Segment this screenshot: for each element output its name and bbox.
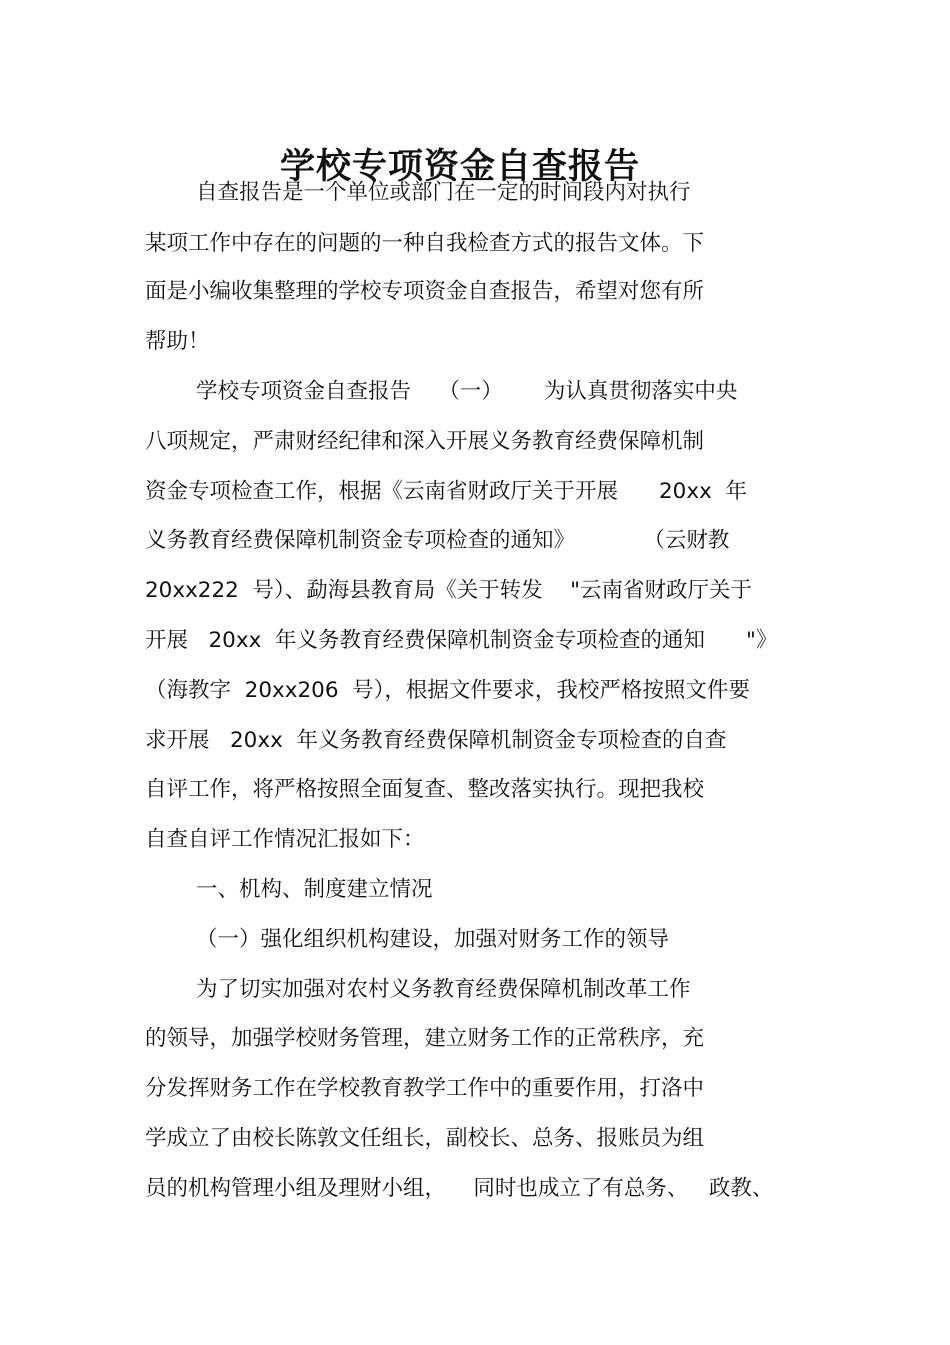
body-line: 学校专项资金自查报告 （一） 为认真贯彻落实中央 (196, 379, 738, 404)
body-line: 资金专项检查工作，根据《云南省财政厅关于开展 20xx 年 (145, 479, 747, 504)
body-line: 20xx222 号）、勐海县教育局《关于转发 "云南省财政厅关于 (145, 578, 752, 603)
body-line: 面是小编收集整理的学校专项资金自查报告，希望对您有所 (145, 279, 705, 304)
body-line: 义务教育经费保障机制资金专项检查的通知》 （云财教 (145, 528, 730, 553)
body-line: 某项工作中存在的问题的一种自我检查方式的报告文体。下 (145, 231, 705, 256)
document-title: 学校专项资金自查报告 (279, 147, 640, 188)
body-line: 学成立了由校长陈敦文任组长，副校长、总务、报账员为组 (145, 1126, 705, 1151)
body-line: 员的机构管理小组及理财小组， 同时也成立了有总务、 政教、 (145, 1176, 774, 1201)
body-line: 八项规定，严肃财经纪律和深入开展义务教育经费保障机制 (145, 429, 705, 454)
subsection-heading: （一）强化组织机构建设，加强对财务工作的领导 (196, 927, 670, 952)
section-heading: 一、机构、制度建立情况 (196, 877, 433, 902)
body-line: 开展 20xx 年义务教育经费保障机制资金专项检查的通知 "》 (145, 628, 778, 653)
body-line: （海教字 20xx206 号），根据文件要求，我校严格按照文件要 (145, 678, 750, 703)
body-line: 自查自评工作情况汇报如下： (145, 827, 425, 852)
body-line: 为了切实加强对农村义务教育经费保障机制改革工作 (196, 977, 691, 1002)
body-line: 的领导，加强学校财务管理，建立财务工作的正常秩序，充 (145, 1026, 705, 1051)
body-line: 自评工作，将严格按照全面复查、整改落实执行。现把我校 (145, 777, 705, 802)
body-line: 帮助！ (145, 329, 210, 354)
body-line: 求开展 20xx 年义务教育经费保障机制资金专项检查的自查 (145, 728, 727, 753)
body-line: 分发挥财务工作在学校教育教学工作中的重要作用，打洛中 (145, 1076, 705, 1101)
body-line: 自查报告是一个单位或部门在一定的时间段内对执行 (196, 180, 691, 205)
